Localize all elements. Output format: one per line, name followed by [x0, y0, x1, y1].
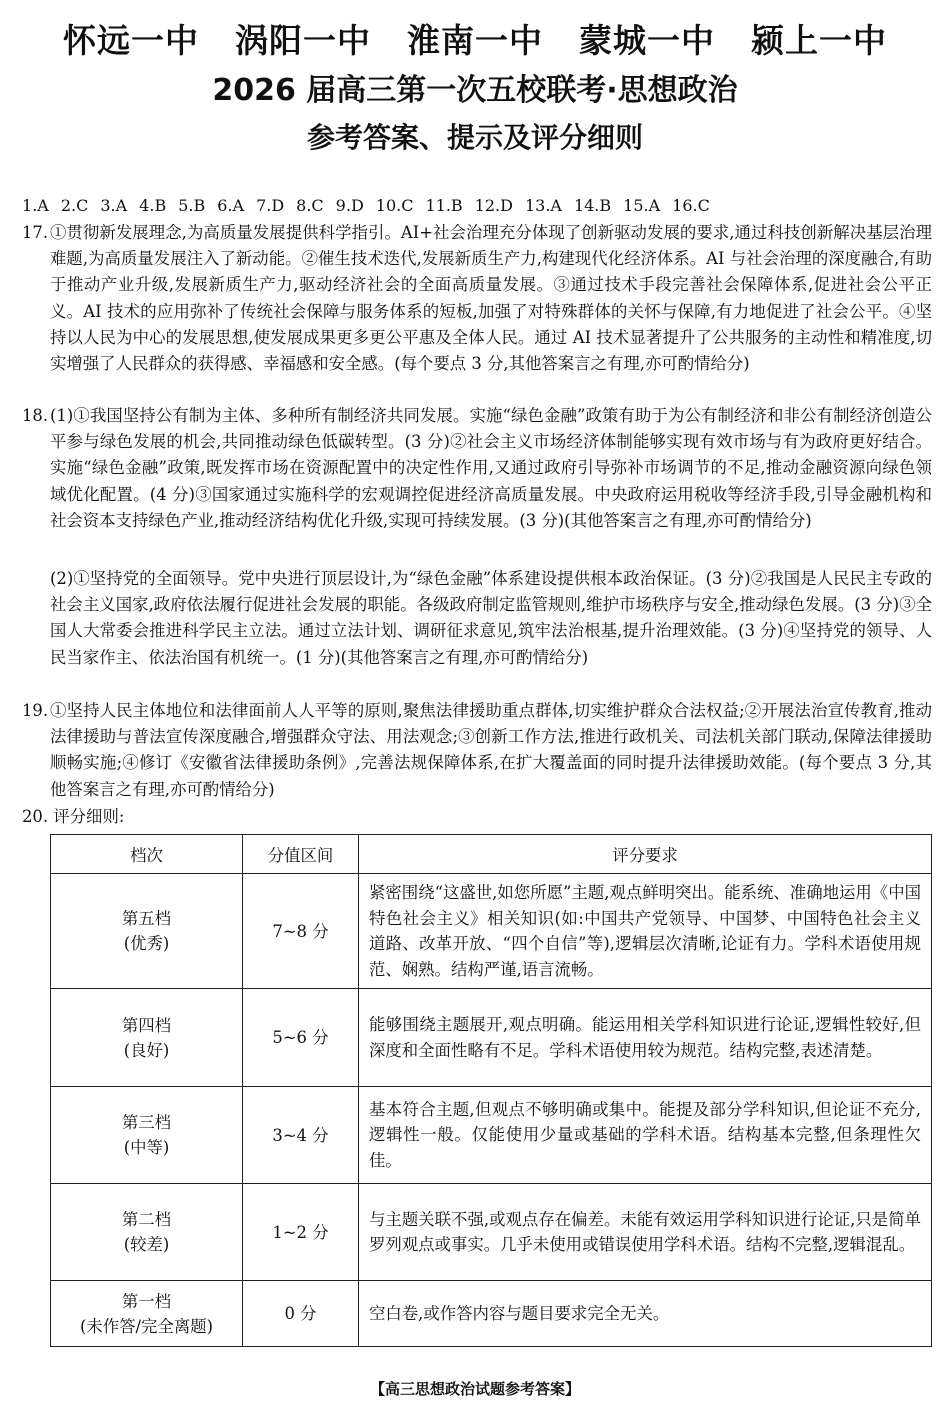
answer-text: ①贯彻新发展理念,为高质量发展提供科学指引。AI+社会治理充分体现了创新驱动发展的要求,通过科技创新解决基层治理难题,为高质量发展注入了新动能。②催生技术迭代,发展新质生产力,构建现代化经济体系。AI 与社会治理的深度融合,有助于推动产业升级,发展新质生产力,驱动经济社会的全面高质量发展。③通过技术手段完善社会保障体系,促进社会公平正义。AI 技术的应用弥补了传统社会保障与服务体系的短板,加强了对特殊群体的关怀与保障,有力地促进了社会公平。④坚持以人民为中心的发展思想,使发展成果更多更公平惠及全体人民。通过 AI 技术显著提升了公共服务的主动性和精准度,切实增强了人民群众的获得感、幸福感和安全感。(每个要点 3 分,其他答案言之有理,亦可酌情给分): [50, 223, 932, 374]
mc-answer: 2.C: [60, 196, 89, 215]
grading-requirement: 能够围绕主题展开,观点明确。能运用相关学科知识进行论证,逻辑性较好,但深度和全面性略有不足。学科术语使用较为规范。结构完整,表述清楚。: [359, 989, 932, 1087]
mc-answer: 7.D: [256, 196, 285, 215]
answer-part-2: (2)①坚持党的全面领导。党中央进行顶层设计,为“绿色金融”体系建设提供根本政治保证。(3 分)②我国是人民民主专政的社会主义国家,政府依法履行促进社会发展的职能。各级政府制定监管规则,维护市场秩序与安全,推动绿色发展。(3 分)③全国人大常委会推进科学民主立法。通过立法计划、调研征求意见,筑牢法治根基,提升治理效能。(3 分)④坚持党的领导、人民当家作主、依法治国有机统一。(1 分)(其他答案言之有理,亦可酌情给分): [50, 569, 932, 667]
multiple-choice-answers: [22, 193, 722, 219]
grading-requirement: 紧密围绕“这盛世,如您所愿”主题,观点鲜明突出。能系统、准确地运用《中国特色社会主义》相关知识(如:中国共产党领导、中国梦、中国特色社会主义道路、改革开放、“四个自信”等),逻辑层次清晰,论证有力。学科术语使用规范、娴熟。结构严谨,语言流畅。: [359, 874, 932, 989]
page-footer: 【高三思想政治试题参考答案】: [369, 1380, 580, 1398]
school-name: 颍上一中: [751, 21, 887, 60]
mc-answer: 8.C: [296, 196, 324, 215]
school-name: 蒙城一中: [579, 21, 715, 60]
table-row: [51, 989, 932, 1087]
grade-level-cell: [51, 1184, 243, 1281]
grade-level: 第五档: [121, 909, 172, 928]
grade-note: (良好): [123, 1040, 170, 1060]
school-name: 涡阳一中: [235, 21, 371, 60]
score-range: 0 分: [243, 1281, 359, 1347]
table-header-row: [51, 835, 932, 874]
question-18-part-2: [22, 566, 932, 671]
table-row: [51, 1087, 932, 1184]
question-number: 18.: [22, 406, 49, 425]
school-name: 淮南一中: [407, 21, 543, 60]
score-range: 1~2 分: [243, 1184, 359, 1281]
grade-level-cell: [51, 989, 243, 1087]
school-list: [0, 16, 950, 66]
grading-requirement: 与主题关联不强,或观点存在偏差。未能有效运用学科知识进行论证,只是简单罗列观点或事实。几乎未使用或错误使用学科术语。结构不完整,逻辑混乱。: [359, 1184, 932, 1281]
grade-level-cell: [51, 874, 243, 989]
mc-answer: 12.D: [474, 196, 513, 215]
column-header: 分值区间: [243, 835, 359, 874]
grade-note: (较差): [123, 1235, 170, 1254]
answer-text: ①坚持人民主体地位和法律面前人人平等的原则,聚焦法律援助重点群体,切实维护群众合法权益;②开展法治宣传教育,推动法律援助与普法宣传深度融合,增强群众守法、用法观念;③创新工作方法,推进行政机关、司法机关部门联动,保障法律援助顺畅实施;④修订《安徽省法律援助条例》,完善法规保障体系,在扩大覆盖面的同时提升法律援助效能。(每个要点 3 分,其他答案言之有理,亦可酌情给分): [50, 701, 932, 799]
mc-answer: 16.C: [672, 196, 710, 215]
column-header: 档次: [51, 835, 243, 874]
question-19-answer: [22, 698, 932, 803]
mc-answer: 6.A: [217, 196, 245, 215]
column-header: 评分要求: [359, 835, 932, 874]
table-row: [51, 1184, 932, 1281]
mc-answer: 13.A: [524, 196, 562, 215]
mc-answer: 5.B: [178, 196, 206, 215]
score-range: 3~4 分: [243, 1087, 359, 1184]
exam-title: 2026 届高三第一次五校联考·思想政治: [212, 73, 738, 108]
mc-answer: 15.A: [623, 196, 661, 215]
table-row: [51, 1281, 932, 1347]
table-row: [51, 874, 932, 989]
mc-answer: 9.D: [335, 196, 364, 215]
school-name: 怀远一中: [63, 21, 199, 60]
score-range: 5~6 分: [243, 989, 359, 1087]
grading-table: [50, 834, 932, 1347]
mc-answer: 1.A: [22, 196, 49, 215]
score-range: 7~8 分: [243, 874, 359, 989]
answer-part-1: (1)①我国坚持公有制为主体、多种所有制经济共同发展。实施“绿色金融”政策有助于为公有制经济和非公有制经济创造公平参与绿色发展的机会,共同推动绿色低碳转型。(3 分)②社会主义市场经济体制能够实现有效市场与有为政府更好结合。实施“绿色金融”政策,既发挥市场在资源配置中的决定性作用,又通过政府引导弥补市场调节的不足,推动金融资源向绿色领域优化配置。(4 分)③国家通过实施科学的宏观调控促进经济高质量发展。中央政府运用税收等经济手段,引导金融机构和社会资本支持绿色产业,推动经济结构优化升级,实现可持续发展。(3 分)(其他答案言之有理,亦可酌情给分): [50, 406, 932, 530]
grade-note: (优秀): [123, 934, 170, 953]
grading-requirement: 空白卷,或作答内容与题目要求完全无关。: [359, 1281, 932, 1347]
mc-answer: 10.C: [375, 196, 414, 215]
question-number: 17.: [22, 223, 49, 242]
mc-answer: 3.A: [100, 196, 128, 215]
mc-answer: 4.B: [139, 196, 167, 215]
grading-requirement: 基本符合主题,但观点不够明确或集中。能提及部分学科知识,但论证不充分,逻辑性一般。仅能使用少量或基础的学科术语。结构基本完整,但条理性欠佳。: [359, 1087, 932, 1184]
grade-level: 第一档: [121, 1291, 172, 1311]
question-17-answer: [22, 220, 932, 377]
question-20-label: 20. 评分细则:: [22, 807, 125, 826]
grade-level: 第二档: [121, 1210, 172, 1229]
mc-answer: 11.B: [425, 196, 463, 215]
grade-level: 第三档: [121, 1113, 172, 1132]
grade-level: 第四档: [121, 1015, 172, 1035]
mc-answer: 14.B: [573, 196, 612, 215]
grade-level-cell: [51, 1281, 243, 1347]
question-18-answer: [22, 403, 932, 534]
grade-note: (未作答/完全离题): [79, 1316, 214, 1336]
exam-subtitle: 参考答案、提示及评分细则: [306, 121, 643, 154]
grade-note: (中等): [123, 1138, 170, 1157]
question-number: 19.: [22, 701, 49, 720]
grade-level-cell: [51, 1087, 243, 1184]
